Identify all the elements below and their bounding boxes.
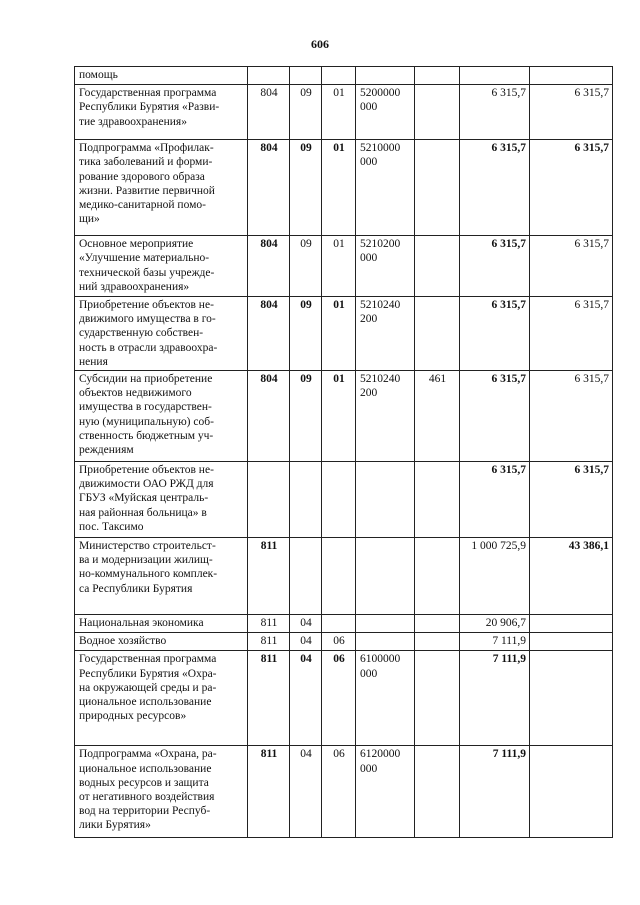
cell-vr (415, 462, 460, 538)
row-name-line: медико-санитарной помо- (79, 199, 206, 212)
row-name-line: движимости ОАО РЖД для (79, 478, 214, 491)
cell-sum-2: 6 315,7 (530, 297, 613, 371)
row-name-line: щи» (79, 213, 100, 226)
row-name (75, 67, 248, 85)
cell-ved (248, 462, 290, 538)
cell-ved: 804 (248, 297, 290, 371)
cell-csr (356, 633, 415, 651)
cell-sum-1: 7 111,9 (460, 651, 530, 746)
cell-ved: 804 (248, 371, 290, 462)
row-name-line: ний здравоохранения» (79, 280, 190, 293)
row-name-line: вод на территории Респуб- (79, 805, 211, 818)
row-name (75, 538, 248, 615)
row-name (75, 236, 248, 297)
row-name (75, 651, 248, 746)
cell-ved (248, 67, 290, 85)
row-name-lines (79, 372, 245, 457)
cell-pr (322, 462, 356, 538)
cell-sum-2 (530, 633, 613, 651)
cell-sum-1: 6 315,7 (460, 85, 530, 140)
row-name-line: Республики Бурятия «Разви- (79, 101, 220, 114)
row-name-line: жизни. Развитие первичной (79, 184, 215, 197)
row-name-line: ва и модернизации жилищ- (79, 554, 213, 567)
row-name-lines (79, 298, 245, 369)
cell-sum-1: 7 111,9 (460, 746, 530, 838)
cell-sum-2: 6 315,7 (530, 140, 613, 236)
row-name-line: Государственная программа (79, 87, 217, 100)
cell-pr: 01 (322, 85, 356, 140)
cell-sum-2 (530, 67, 613, 85)
cell-rz: 09 (290, 85, 322, 140)
row-name (75, 633, 248, 651)
table-row (75, 633, 613, 651)
cell-pr (322, 615, 356, 633)
cell-csr (356, 538, 415, 615)
cell-pr: 01 (322, 236, 356, 297)
row-name-line: Основное мероприятие (79, 238, 194, 251)
row-name-line: природных ресурсов» (79, 710, 187, 723)
cell-sum-1: 6 315,7 (460, 371, 530, 462)
table-row (75, 615, 613, 633)
cell-vr (415, 538, 460, 615)
row-name-line: ная районная больница» в (79, 506, 207, 519)
row-name-line: от негативного воздействия (79, 791, 215, 804)
table-row (75, 746, 613, 838)
cell-csr: 5210240 200 (356, 371, 415, 462)
table-row (75, 538, 613, 615)
cell-vr (415, 140, 460, 236)
cell-rz: 04 (290, 746, 322, 838)
table-row (75, 297, 613, 371)
cell-ved: 811 (248, 538, 290, 615)
row-name-line: ГБУЗ «Муйская централь- (79, 492, 209, 505)
row-name-line: Водное хозяйство (79, 635, 167, 648)
cell-csr: 6120000 000 (356, 746, 415, 838)
row-name (75, 615, 248, 633)
cell-vr (415, 651, 460, 746)
cell-pr: 06 (322, 746, 356, 838)
row-name-line: сударственную собствен- (79, 327, 204, 340)
budget-table (74, 66, 613, 838)
cell-rz (290, 67, 322, 85)
row-name-line: движимого имущества в го- (79, 313, 216, 326)
row-name-line: реждениям (79, 444, 134, 457)
cell-sum-2: 6 315,7 (530, 85, 613, 140)
cell-ved: 811 (248, 746, 290, 838)
cell-sum-1 (460, 67, 530, 85)
cell-rz (290, 462, 322, 538)
row-name-line: ную (муниципальную) соб- (79, 415, 214, 428)
row-name (75, 746, 248, 838)
row-name-line: технической базы учрежде- (79, 266, 215, 279)
cell-pr (322, 67, 356, 85)
row-name-line: пос. Таксимо (79, 520, 144, 533)
cell-rz: 04 (290, 615, 322, 633)
row-name-line: объектов недвижимого (79, 387, 192, 400)
cell-rz: 04 (290, 633, 322, 651)
cell-rz (290, 538, 322, 615)
row-name-lines (79, 652, 245, 723)
row-name-line: Республики Бурятия «Охра- (79, 667, 217, 680)
cell-csr (356, 615, 415, 633)
row-name-line: тика заболеваний и форми- (79, 156, 213, 169)
row-name-line: Субсидии на приобретение (79, 373, 213, 386)
cell-rz: 09 (290, 371, 322, 462)
cell-rz: 09 (290, 297, 322, 371)
row-name-line: на окружающей среды и ра- (79, 681, 217, 694)
cell-ved: 811 (248, 651, 290, 746)
cell-sum-1: 6 315,7 (460, 297, 530, 371)
row-name-lines (79, 616, 245, 630)
table-row (75, 462, 613, 538)
row-name-line: ственность бюджетным уч- (79, 429, 214, 442)
table-row (75, 140, 613, 236)
cell-ved: 811 (248, 615, 290, 633)
cell-sum-2 (530, 651, 613, 746)
cell-vr (415, 633, 460, 651)
cell-sum-2: 6 315,7 (530, 236, 613, 297)
row-name-line: са Республики Бурятия (79, 582, 193, 595)
row-name-lines (79, 86, 245, 129)
row-name-line: циональное использование (79, 762, 212, 775)
cell-vr (415, 746, 460, 838)
cell-rz: 09 (290, 140, 322, 236)
cell-csr: 5210000 000 (356, 140, 415, 236)
row-name-lines (79, 463, 245, 534)
row-name-lines (79, 634, 245, 648)
row-name-line: Подпрограмма «Охрана, ра- (79, 748, 217, 761)
cell-rz: 09 (290, 236, 322, 297)
cell-pr: 01 (322, 297, 356, 371)
row-name (75, 85, 248, 140)
cell-sum-1: 7 111,9 (460, 633, 530, 651)
row-name-line: помощь (79, 69, 118, 81)
row-name-lines (79, 539, 245, 596)
cell-sum-2 (530, 615, 613, 633)
row-name (75, 462, 248, 538)
cell-csr: 6100000 000 (356, 651, 415, 746)
row-name-line: Министерство строительст- (79, 540, 216, 553)
cell-sum-1: 1 000 725,9 (460, 538, 530, 615)
cell-pr (322, 538, 356, 615)
cell-csr: 5200000 000 (356, 85, 415, 140)
row-name (75, 371, 248, 462)
cell-vr (415, 236, 460, 297)
cell-ved: 804 (248, 85, 290, 140)
cell-sum-1: 6 315,7 (460, 462, 530, 538)
cell-vr (415, 85, 460, 140)
cell-vr (415, 297, 460, 371)
row-name-line: циональное использование (79, 696, 212, 709)
cell-sum-2: 43 386,1 (530, 538, 613, 615)
cell-sum-2: 6 315,7 (530, 462, 613, 538)
cell-ved: 811 (248, 633, 290, 651)
table-row (75, 85, 613, 140)
row-name-line: Национальная экономика (79, 617, 204, 630)
cell-csr: 5210240 200 (356, 297, 415, 371)
row-name-lines (79, 68, 245, 82)
row-name-line: нения (79, 355, 108, 368)
cell-ved: 804 (248, 236, 290, 297)
cell-csr (356, 67, 415, 85)
cell-sum-1: 6 315,7 (460, 236, 530, 297)
row-name-line: но-коммунального комплек- (79, 568, 218, 581)
cell-csr (356, 462, 415, 538)
table-row (75, 371, 613, 462)
cell-pr: 01 (322, 371, 356, 462)
table-row (75, 651, 613, 746)
cell-pr: 01 (322, 140, 356, 236)
row-name-lines (79, 747, 245, 832)
cell-csr: 5210200 000 (356, 236, 415, 297)
cell-sum-1: 6 315,7 (460, 140, 530, 236)
row-name-line: Подпрограмма «Профилак- (79, 142, 214, 155)
row-name-line: «Улучшение материально- (79, 252, 210, 265)
cell-pr: 06 (322, 651, 356, 746)
cell-sum-1: 20 906,7 (460, 615, 530, 633)
row-name-line: лики Бурятия» (79, 819, 151, 832)
row-name (75, 140, 248, 236)
row-name (75, 297, 248, 371)
cell-sum-2: 6 315,7 (530, 371, 613, 462)
row-name-line: ность в отрасли здравоохра- (79, 341, 218, 354)
cell-vr: 461 (415, 371, 460, 462)
row-name-lines (79, 237, 245, 294)
row-name-lines (79, 141, 245, 226)
cell-pr: 06 (322, 633, 356, 651)
cell-vr (415, 615, 460, 633)
cell-sum-2 (530, 746, 613, 838)
cell-ved: 804 (248, 140, 290, 236)
row-name-line: Приобретение объектов не- (79, 299, 214, 312)
row-name-line: Государственная программа (79, 653, 217, 666)
row-name-line: Приобретение объектов не- (79, 464, 214, 477)
row-name-line: рование здорового образа (79, 170, 205, 183)
row-name-line: тие здравоохранения» (79, 115, 187, 128)
row-name-line: имущества в государствен- (79, 401, 212, 414)
table-row (75, 67, 613, 85)
page-number: 606 (311, 37, 329, 51)
row-name-line: водных ресурсов и защита (79, 776, 209, 789)
cell-vr (415, 67, 460, 85)
table-row (75, 236, 613, 297)
cell-rz: 04 (290, 651, 322, 746)
